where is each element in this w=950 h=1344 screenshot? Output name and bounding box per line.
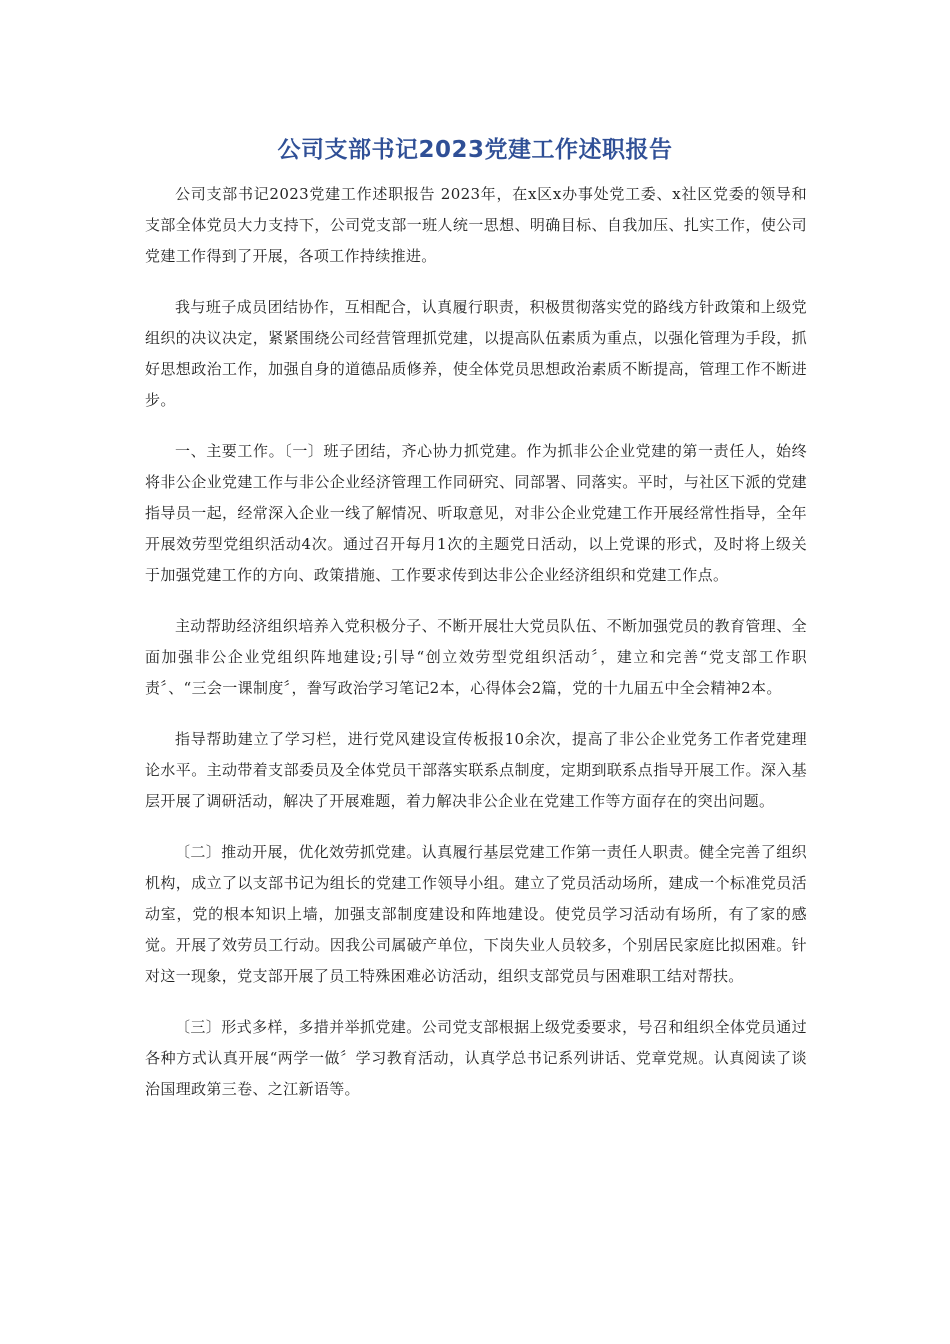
paragraph-cooperation: 我与班子成员团结协作，互相配合，认真履行职责，积极贯彻落实党的路线方针政策和上级党组织的决议决定，紧紧围绕公司经营管理抓党建，以提高队伍素质为重点，以强化管理为手段，抓好思想政治工作，加强自身的道德品质修养，使全体党员思想政治素质不断提高，管理工作不断进步。	[145, 298, 807, 409]
paragraph-section-two: 〔二〕推动开展，优化效劳抓党建。认真履行基层党建工作第一责任人职责。健全完善了组织机构，成立了以支部书记为组长的党建工作领导小组。建立了党员活动场所，建成一个标准党员活动室，党的根本知识上墙，加强支部制度建设和阵地建设。使党员学习活动有场所，有了家的感觉。开展了效劳员工行动。因我公司属破产单位，下岗失业人员较多，个别居民家庭比拟困难。针对这一现象，党支部开展了员工特殊困难必访活动，组织支部党员与困难职工结对帮扶。	[145, 843, 807, 985]
document-title: 公司支部书记2023党建工作述职报告	[277, 137, 673, 163]
paragraph-intro: 公司支部书记2023党建工作述职报告 2023年，在x区x办事处党工委、x社区党委的领导和支部全体党员大力支持下，公司党支部一班人统一思想、明确目标、自我加压、扎实工作，使公司党建工作得到了开展，各项工作持续推进。	[145, 185, 807, 265]
paragraph-section-three: 〔三〕形式多样，多措并举抓党建。公司党支部根据上级党委要求，号召和组织全体党员通过各种方式认真开展“两学一做〞学习教育活动，认真学总书记系列讲话、党章党规。认真阅读了谈治国理政第三卷、之江新语等。	[145, 1018, 807, 1098]
document-body	[145, 179, 807, 1125]
paragraph-party-building: 主动帮助经济组织培养入党积极分子、不断开展壮大党员队伍、不断加强党员的教育管理、全面加强非公企业党组织阵地建设;引导“创立效劳型党组织活动〞，建立和完善“党支部工作职责〞、“三会一课制度〞，誊写政治学习笔记2本，心得体会2篇，党的十九届五中全会精神2本。	[145, 617, 807, 697]
paragraph-guidance: 指导帮助建立了学习栏，进行党风建设宣传板报10余次，提高了非公企业党务工作者党建理论水平。主动带着支部委员及全体党员干部落实联系点制度，定期到联系点指导开展工作。深入基层开展了调研活动，解决了开展难题，着力解决非公企业在党建工作等方面存在的突出问题。	[145, 730, 807, 810]
paragraph-main-work: 一、主要工作。〔一〕班子团结，齐心协力抓党建。作为抓非公企业党建的第一责任人，始终将非公企业党建工作与非公企业经济管理工作同研究、同部署、同落实。平时，与社区下派的党建指导员一起，经常深入企业一线了解情况、听取意见，对非公企业党建工作开展经常性指导，全年开展效劳型党组织活动4次。通过召开每月1次的主题党日活动，以上党课的形式，及时将上级关于加强党建工作的方向、政策措施、工作要求传到达非公企业经济组织和党建工作点。	[145, 442, 807, 584]
